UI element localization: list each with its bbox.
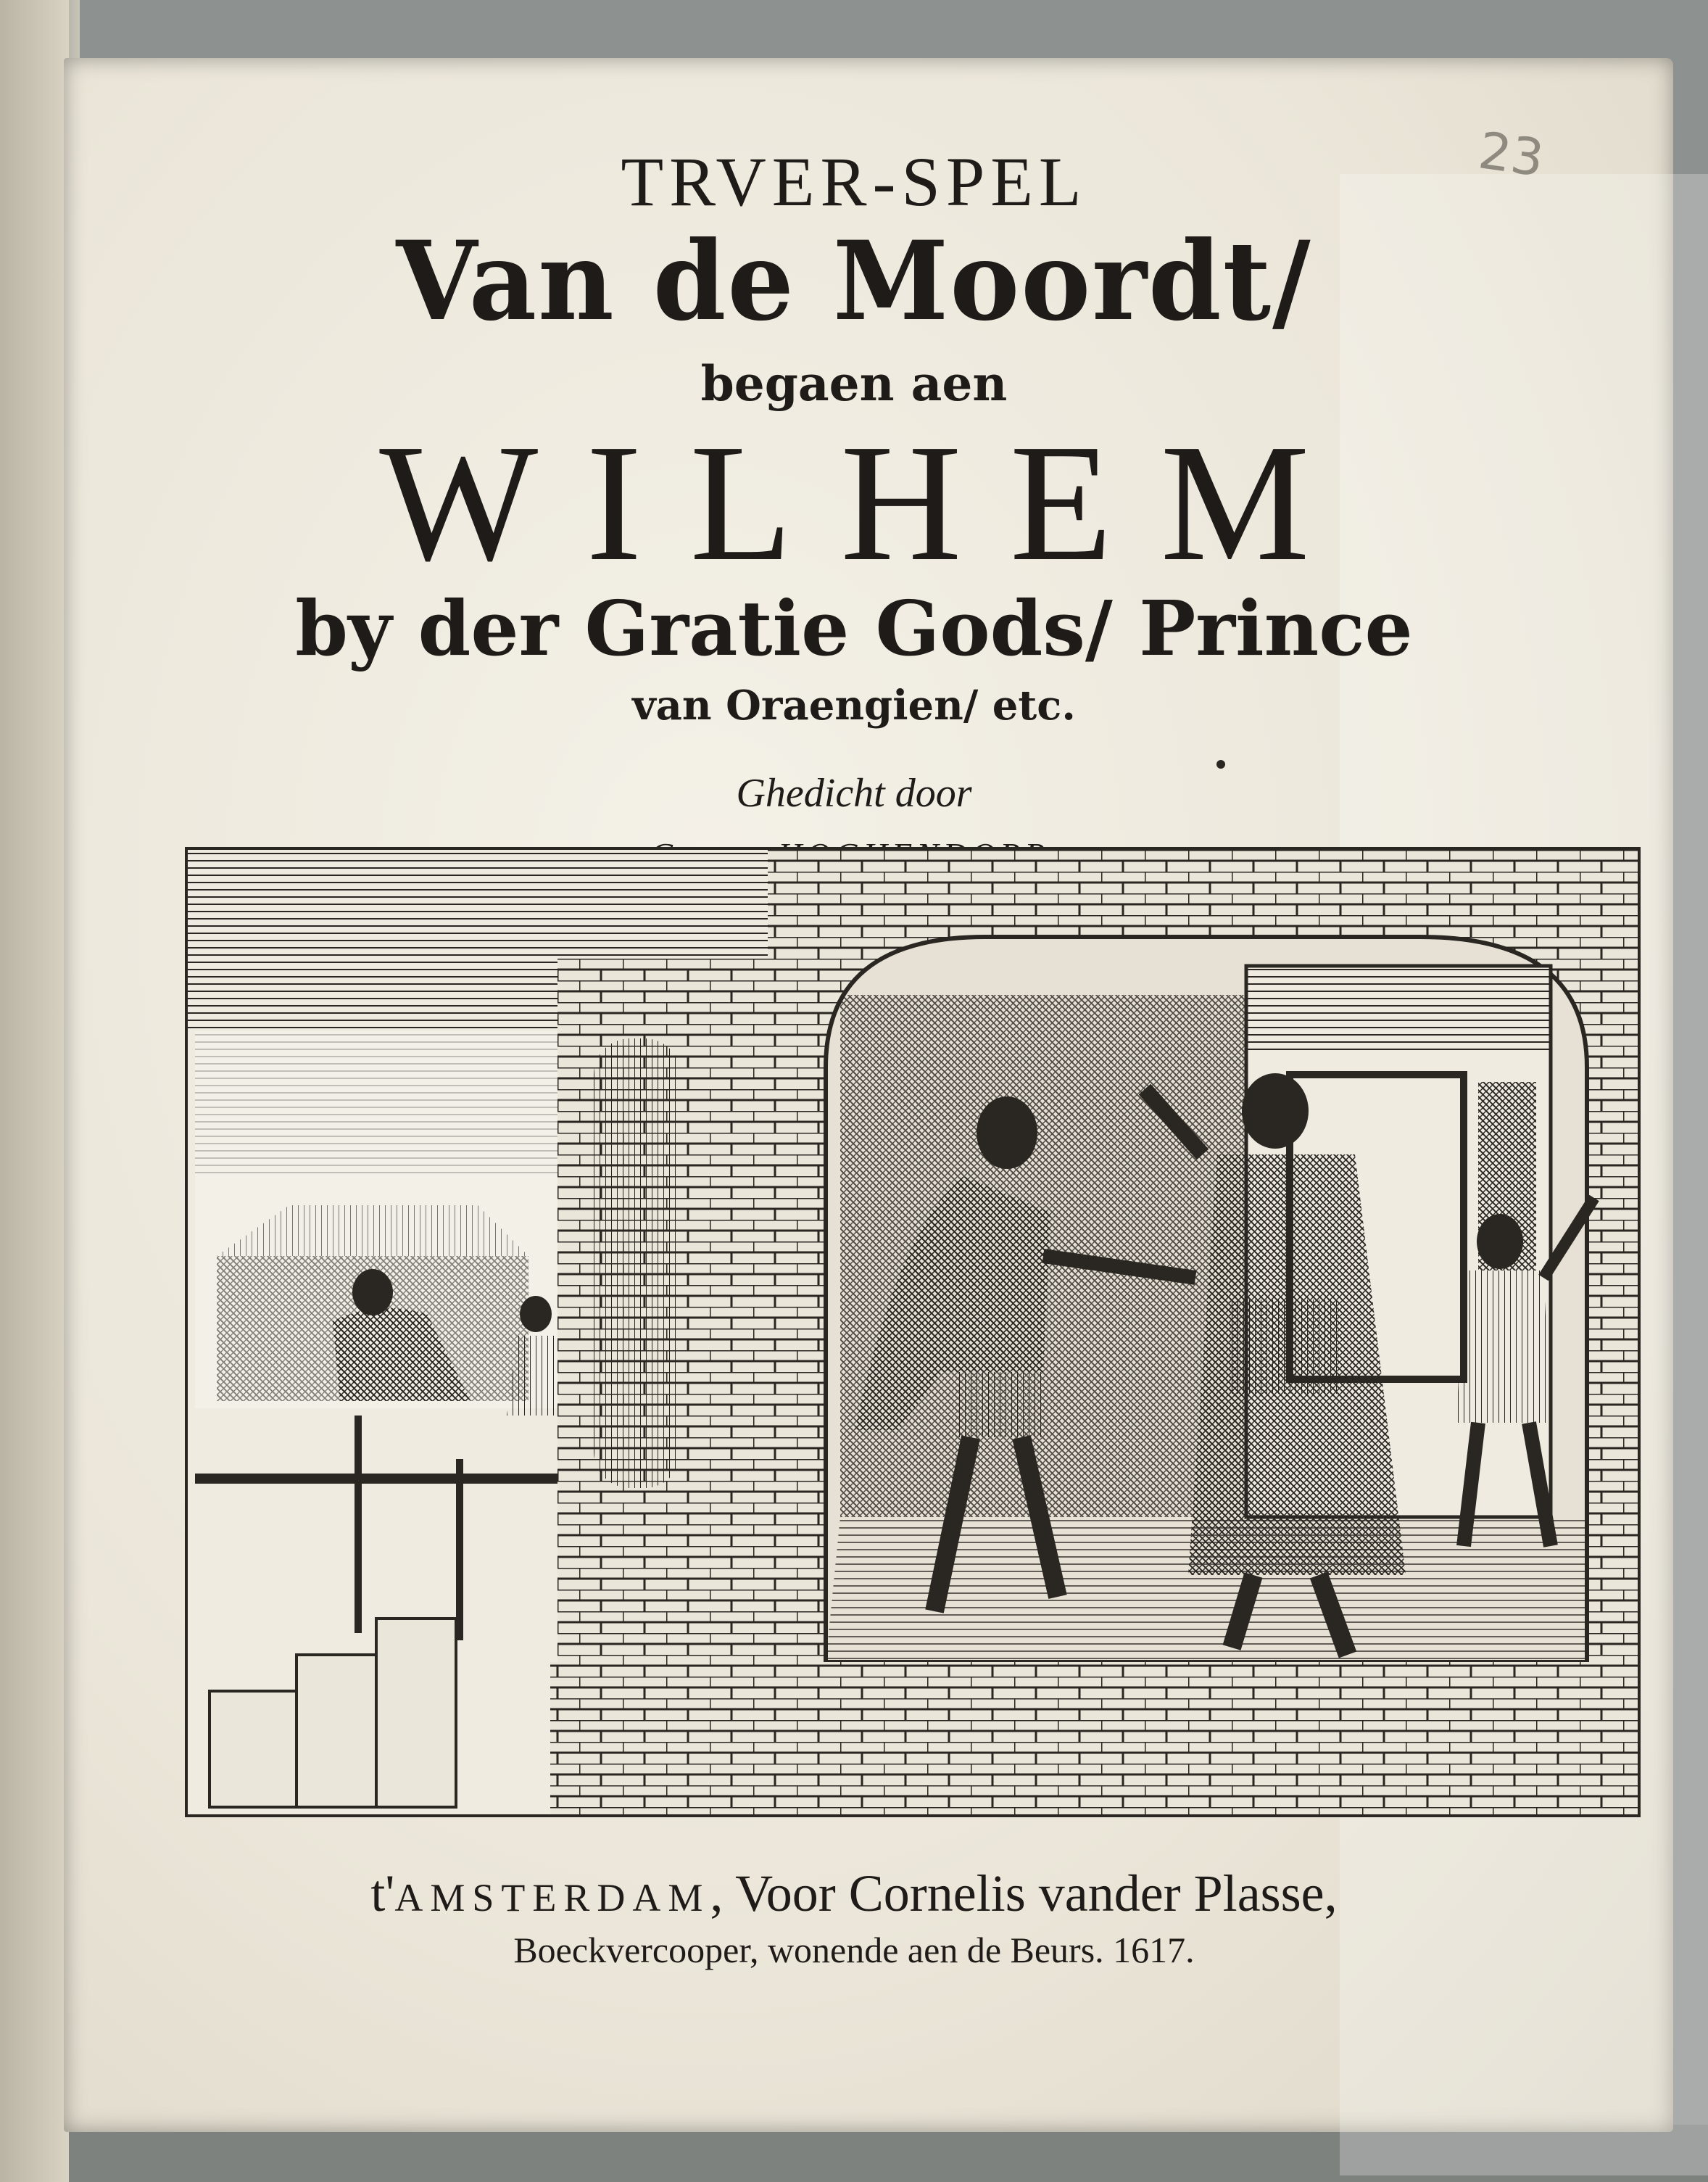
- pencil-annotation: 23: [1475, 120, 1548, 189]
- title-line-2: Van de Moordt/: [396, 218, 1312, 345]
- engraving-illustration: [185, 847, 1641, 1817]
- title-line-5: by der Gratie Gods/ Prince: [295, 584, 1413, 673]
- ink-spot: [1216, 760, 1225, 769]
- imprint-city: AMSTERDAM: [394, 1876, 710, 1919]
- title-line-4: WILHEM: [379, 410, 1358, 596]
- imprint-line-1: [0, 1864, 1708, 1924]
- title-line-3: begaen aen: [700, 355, 1008, 412]
- imprint-prefix: t': [370, 1864, 395, 1922]
- title-line-1: TRVER-SPEL: [621, 143, 1087, 220]
- imprint-publisher: , Voor Cornelis vander Plasse,: [710, 1864, 1338, 1922]
- imprint-line-2: Boeckvercooper, wonende aen de Beurs. 1617.: [513, 1930, 1195, 1970]
- engraving-drawing: [188, 850, 1638, 1814]
- title-line-6: van Oraengien/ etc.: [632, 682, 1076, 730]
- author-intro: Ghedicht door: [736, 771, 972, 816]
